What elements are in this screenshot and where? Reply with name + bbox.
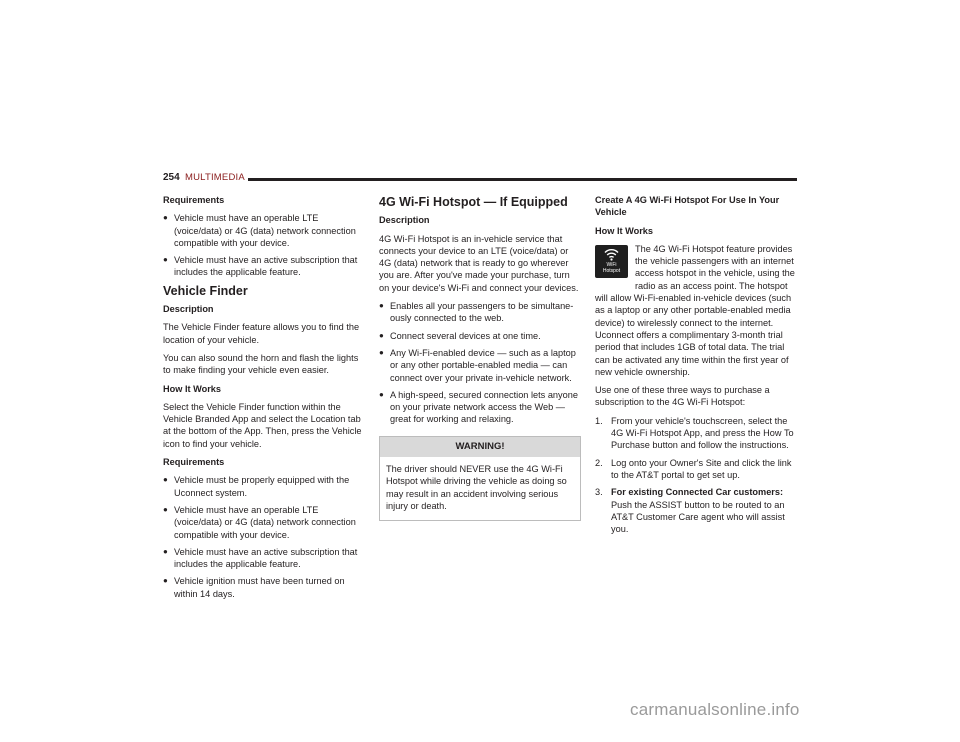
list-item: ● Any Wi-Fi-enabled device — such as a laptop or any other portable-enabled media — can connect over your private in-vehicle network. — [379, 347, 576, 383]
icon-label: WiFi — [606, 261, 617, 268]
list-item: ● Vehicle must have an operable LTE (voice/data) or 4G (data) network connection compatible with your device. — [163, 213, 356, 248]
list-item: ● Enables all your passengers to be simultane-ously connected to the web. — [379, 301, 574, 324]
bullet-icon: ● — [379, 347, 384, 357]
wifi-hotspot-icon — [595, 245, 628, 278]
paragraph: The Vehicle Finder feature allows you to find the location of your vehicle. — [163, 322, 360, 345]
bullet-icon: ● — [163, 475, 168, 485]
page-header — [163, 172, 797, 186]
warning-title: WARNING! — [380, 437, 580, 457]
column-3 — [595, 194, 797, 540]
warning-text: The driver should NEVER use the 4G Wi-Fi Hotspot while driving the vehicle as doing so may result in an accident involving serious injury or death. — [386, 464, 567, 511]
header-rule — [248, 178, 797, 181]
list-item: ● Vehicle must have an active subscription that includes the applicable feature. — [163, 255, 358, 278]
paragraph: WiFi Hotspot The 4G Wi-Fi Hotspot feature provides the vehicle passengers with an internet access hotspot in the vehicle, using the radio as an access point. The hotspot will allow Wi-Fi-enabled in-vehicle devices (such as a laptop or any other portable-enabled media device) to wirelessly connect to the internet. Uconnect offers a complimentary 3-month trial period that includes 1GB of total data. The trial can be activated any time within the first year of new vehicle ownership. — [595, 243, 795, 377]
icon-label: Hotspot — [602, 267, 621, 274]
column-2 — [379, 194, 581, 521]
bullet-icon: ● — [163, 213, 168, 223]
paragraph: Use one of these three ways to purchase a subscription to the 4G Wi-Fi Hotspot: — [595, 385, 770, 408]
bullet-icon: ● — [379, 330, 384, 340]
bullet-icon: ● — [379, 389, 384, 399]
bullet-icon: ● — [163, 576, 168, 586]
list-item: 2. Log onto your Owner's Site and click the link to the AT&T portal to get set up. — [595, 457, 792, 480]
column-1 — [163, 194, 365, 606]
list-item: ● Vehicle must be properly equipped with the Uconnect system. — [163, 475, 350, 498]
paragraph: You can also sound the horn and flash the lights to make finding your vehicle even easier. — [163, 352, 359, 376]
paragraph: 4G Wi-Fi Hotspot is an in-vehicle service that connects your device to an LTE (voice/data) or 4G (data) network that is ready to go wherever you are. After you've made your purchase, turn on your device's Wi-Fi and connect your devices. — [379, 233, 579, 293]
requirements-title: Requirements — [163, 457, 225, 468]
page-number: 254 — [163, 172, 180, 183]
bullet-icon: ● — [163, 255, 168, 265]
purchase-steps — [595, 415, 797, 536]
how-it-works-title: How It Works — [163, 383, 222, 394]
requirements-title: Requirements — [163, 195, 225, 205]
section-name: MULTIMEDIA — [185, 172, 245, 183]
paragraph: Select the Vehicle Finder function within the Vehicle Branded App and select the Location tab at the bottom of the App. Then, press the Vehicle icon to find your vehicle. — [163, 401, 362, 449]
watermark: carmanualsonline.info — [630, 700, 800, 719]
requirements-list — [163, 212, 365, 278]
list-item: ● A high-speed, secured connection lets anyone on your private network access the Web — great for working and relaxing. — [379, 389, 578, 425]
vehicle-finder-heading: Vehicle Finder — [163, 283, 248, 298]
description-title: Description — [379, 215, 430, 226]
list-item: ● Vehicle ignition must have been turned on within 14 days. — [163, 576, 345, 599]
bullet-icon: ● — [379, 301, 384, 311]
features-list — [379, 300, 581, 426]
list-item: ● Vehicle must have an active subscription that includes the applicable feature. — [163, 546, 358, 570]
how-it-works-title: How It Works — [595, 225, 654, 236]
wifi-icon — [604, 248, 619, 261]
create-hotspot-title: Create A 4G Wi-Fi Hotspot For Use In Your Vehicle — [595, 195, 780, 218]
bullet-icon: ● — [163, 504, 168, 514]
warning-box — [379, 436, 581, 521]
list-item: ● Connect several devices at one time. — [379, 330, 541, 341]
list-item: ● Vehicle must have an operable LTE (voice/data) or 4G (data) network connection compatible with your device. — [163, 504, 356, 540]
bullet-icon: ● — [163, 546, 168, 556]
list-item: 1. From your vehicle's touchscreen, select the 4G Wi-Fi Hotspot App, and press the How To Purchase button and follow the instructions. — [595, 415, 794, 451]
description-title: Description — [163, 304, 214, 315]
list-item: 3. For existing Connected Car customers: Push the ASSIST button to be routed to an AT&T Customer Care agent who will assist you. — [595, 487, 785, 535]
wifi-hotspot-heading: 4G Wi-Fi Hotspot — If Equipped — [379, 195, 568, 209]
requirements-list — [163, 474, 365, 600]
